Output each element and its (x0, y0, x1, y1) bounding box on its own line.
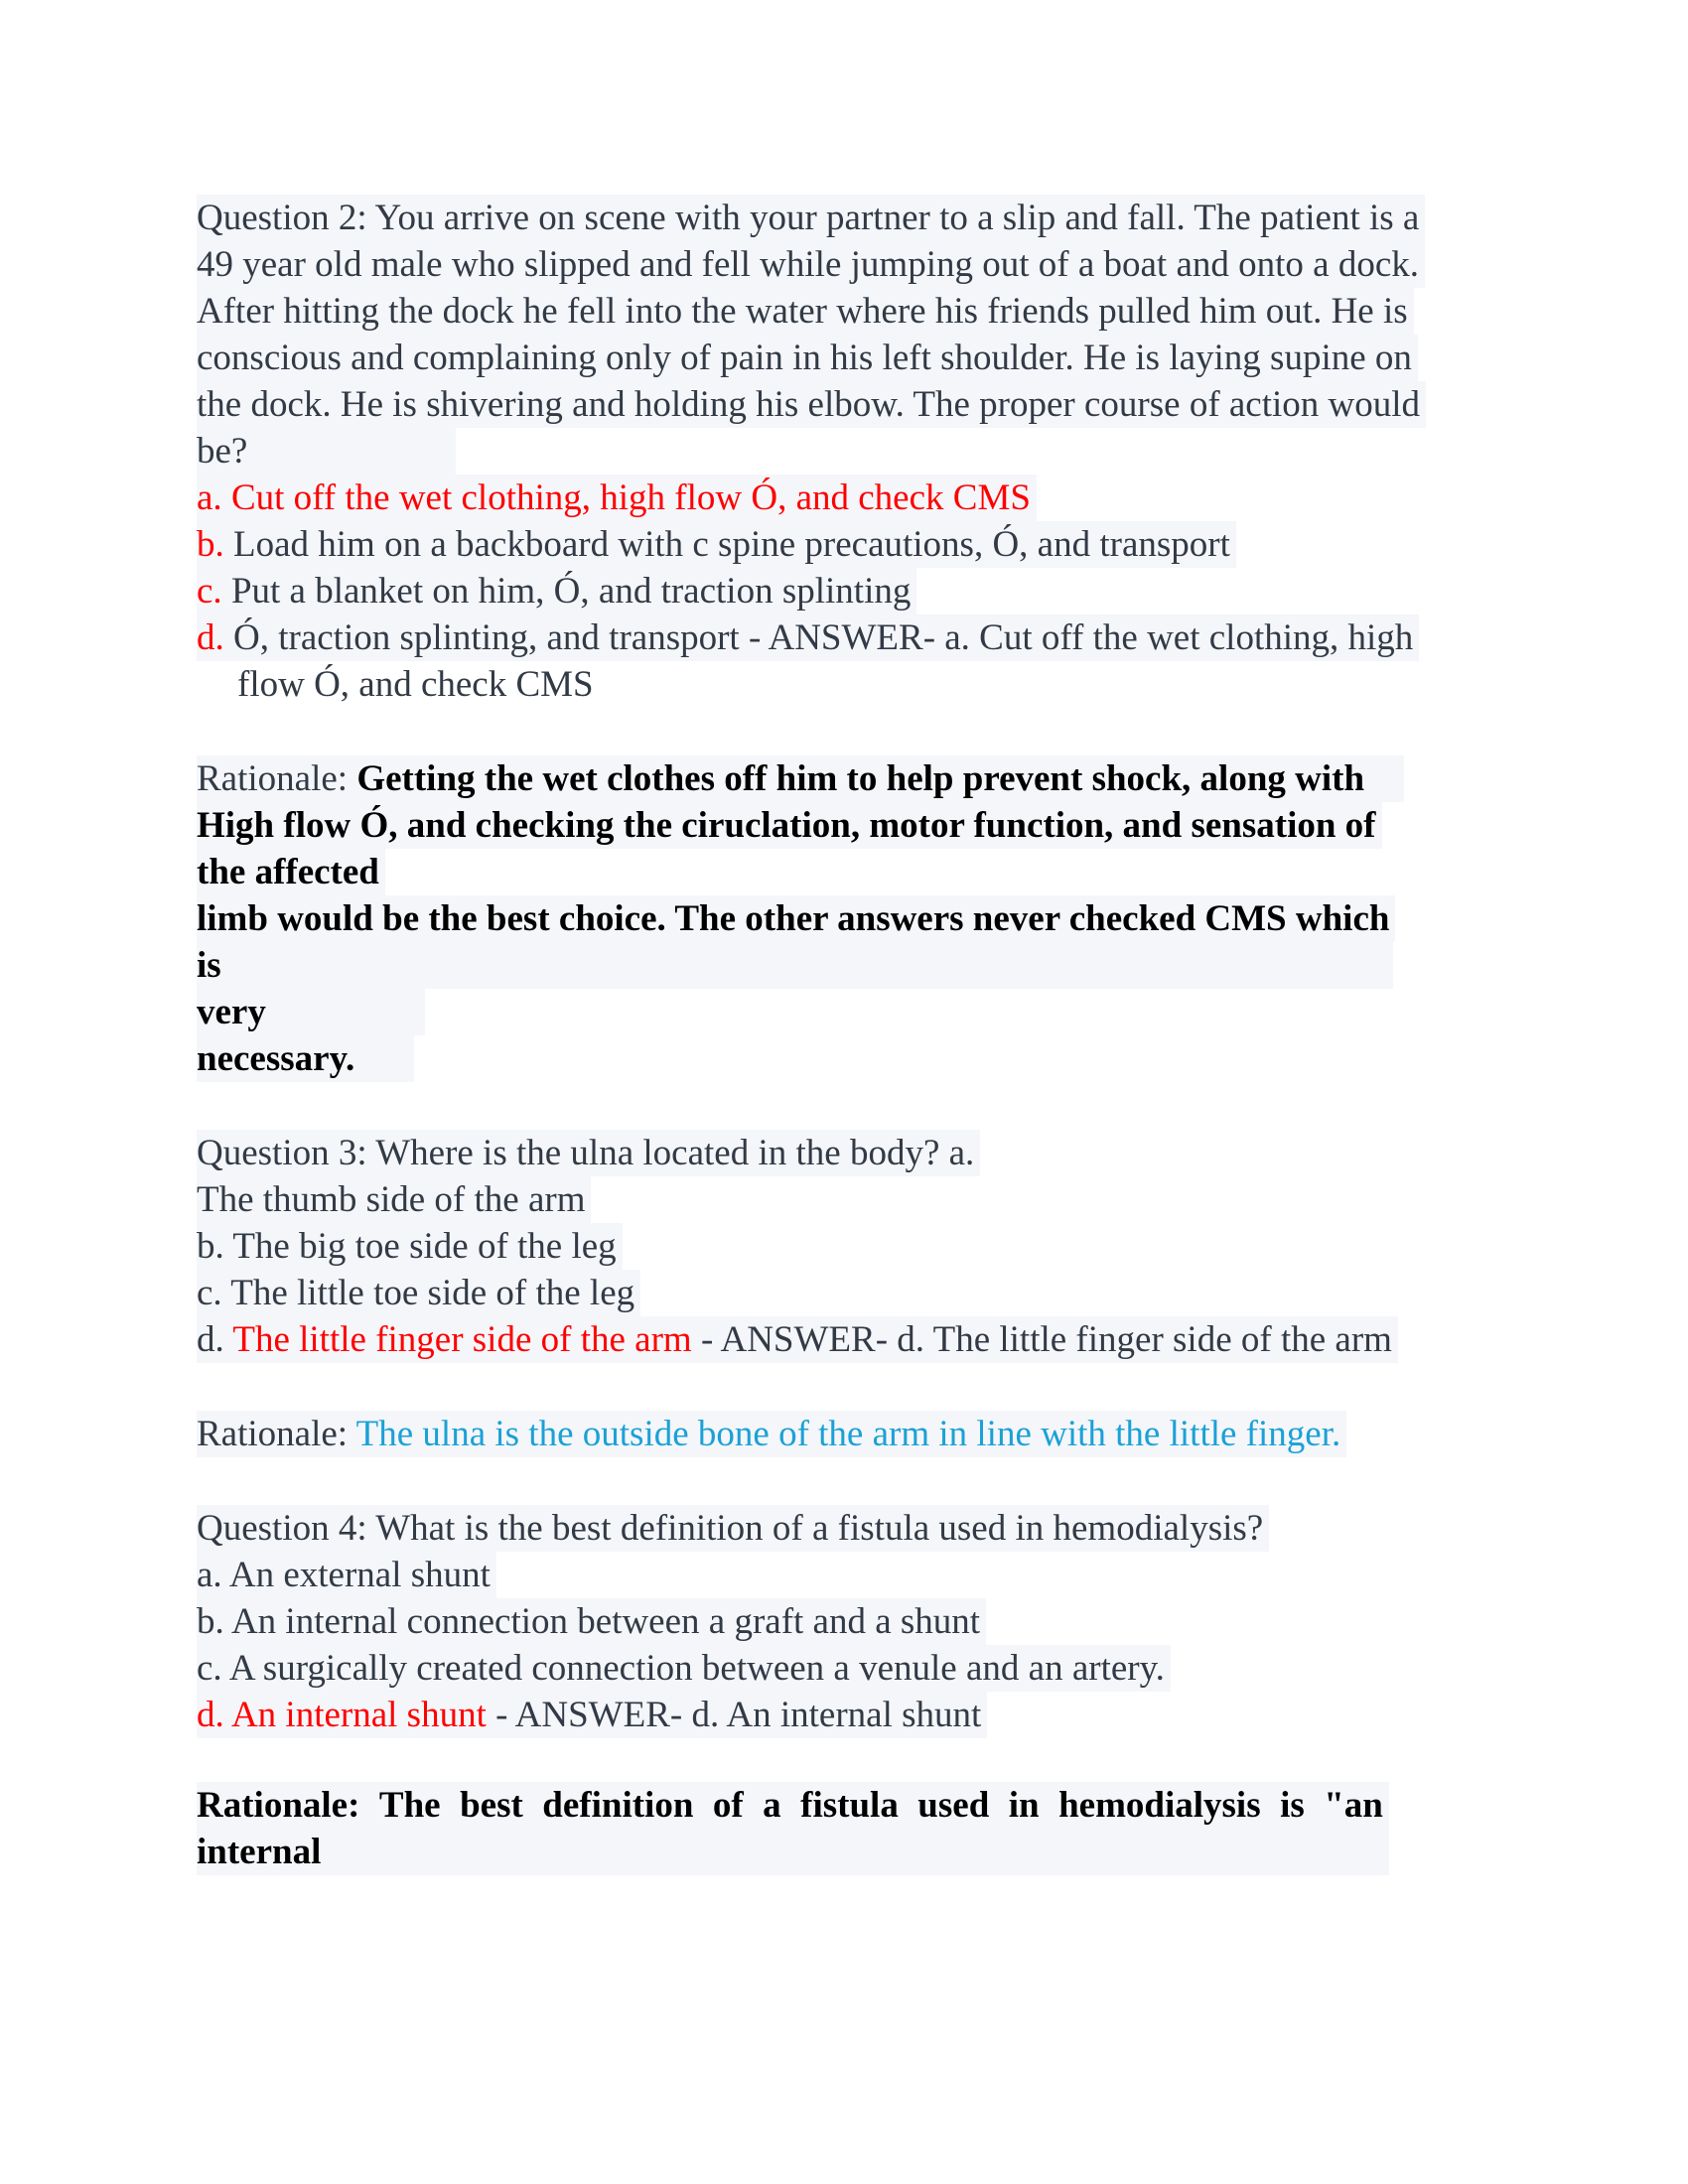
option-letter: b. (197, 524, 224, 565)
option-text: Put a blanket on him, Ó, and traction splinting (221, 571, 912, 612)
option-suffix: - ANSWER- d. The little finger side of the arm (691, 1319, 1392, 1360)
rationale-word: fistula (800, 1785, 899, 1826)
question-4-rationale-line-1 (197, 1782, 1487, 1829)
option-answer: The little finger side of the arm (232, 1319, 692, 1360)
question-2-line-2: 49 year old male who slipped and fell while jumping out of a boat and onto a dock. (197, 241, 1425, 288)
question-3-option-d (197, 1316, 1487, 1363)
rationale-word: "an (1324, 1785, 1383, 1826)
question-2-option-d-continued: flow Ó, and check CMS (237, 664, 594, 705)
question-2-rationale-line-7: necessary. (197, 1035, 414, 1082)
option-text: Cut off the wet clothing, high flow Ó, and check CMS (221, 478, 1031, 518)
question-2-line-5: the dock. He is shivering and holding his elbow. The proper course of action would (197, 381, 1426, 428)
rationale-label: Rationale: (197, 1414, 356, 1454)
rationale-word: Rationale: (197, 1785, 360, 1826)
rationale-word: definition (542, 1785, 694, 1826)
rationale-text: Getting the wet clothes off him to help prevent shock, along with (356, 758, 1365, 799)
question-3-option-b: b. The big toe side of the leg (197, 1223, 623, 1270)
question-2-rationale-line-4: limb would be the best choice. The other answers never checked CMS which (197, 895, 1395, 942)
option-answer: d. An internal shunt (197, 1695, 487, 1735)
question-4 (197, 1505, 1487, 1875)
question-4-line-1: Question 4: What is the best definition of a fistula used in hemodialysis? (197, 1505, 1269, 1552)
question-3-rationale (197, 1411, 1487, 1457)
rationale-text: The ulna is the outside bone of the arm in line with the little finger. (355, 1414, 1341, 1454)
question-2-option-b (197, 521, 1487, 568)
option-letter: d. (197, 617, 224, 658)
question-2-option-d (197, 614, 1487, 661)
rationale-word: a (763, 1785, 781, 1826)
question-2-option-a (197, 475, 1487, 521)
option-suffix: - ANSWER- d. An internal shunt (486, 1695, 982, 1735)
question-2-option-c (197, 568, 1487, 614)
rationale-word: in (1008, 1785, 1040, 1826)
rationale-word: is (1280, 1785, 1305, 1826)
question-2-line-1: Question 2: You arrive on scene with your partner to a slip and fall. The patient is a (197, 195, 1425, 241)
rationale-word: The (378, 1785, 441, 1826)
question-2-rationale-line-3: the affected (197, 849, 385, 895)
question-2 (197, 195, 1487, 1082)
option-prefix: d. (197, 1319, 233, 1360)
question-2-line-6: be? (197, 428, 456, 475)
question-2-rationale-line-1 (197, 755, 1487, 802)
question-4-option-b: b. An internal connection between a graft and a shunt (197, 1598, 986, 1645)
rationale-word: best (460, 1785, 523, 1826)
rationale-justified-line (197, 1782, 1389, 1829)
question-4-option-d (197, 1692, 1487, 1738)
rationale-word: of (712, 1785, 744, 1826)
question-3 (197, 1130, 1487, 1457)
question-4-option-a: a. An external shunt (197, 1552, 496, 1598)
question-3-option-c: c. The little toe side of the leg (197, 1270, 640, 1316)
question-2-line-3: After hitting the dock he fell into the water where his friends pulled him out. He is (197, 288, 1414, 335)
question-4-option-c: c. A surgically created connection between a venule and an artery. (197, 1645, 1171, 1692)
option-text: Ó, traction splinting, and transport - ANSWER- a. Cut off the wet clothing, high (223, 617, 1414, 658)
option-letter: a. (197, 478, 222, 518)
rationale-label: Rationale: (197, 758, 357, 799)
question-2-rationale-line-5: is (197, 942, 1393, 989)
question-2-line-4: conscious and complaining only of pain in his left shoulder. He is laying supine on (197, 335, 1418, 381)
rationale-word: hemodialysis (1058, 1785, 1261, 1826)
option-letter: c. (197, 571, 222, 612)
question-2-rationale-line-6: very (197, 989, 425, 1035)
option-text: Load him on a backboard with c spine precautions, Ó, and transport (223, 524, 1230, 565)
question-3-line-2: The thumb side of the arm (197, 1176, 591, 1223)
question-3-line-1: Question 3: Where is the ulna located in the body? a. (197, 1130, 980, 1176)
rationale-word: used (917, 1785, 990, 1826)
document-page (197, 195, 1487, 1875)
question-4-rationale-line-2: internal (197, 1829, 1389, 1875)
question-2-rationale-line-2: High flow Ó, and checking the ciruclation, motor function, and sensation of (197, 802, 1382, 849)
